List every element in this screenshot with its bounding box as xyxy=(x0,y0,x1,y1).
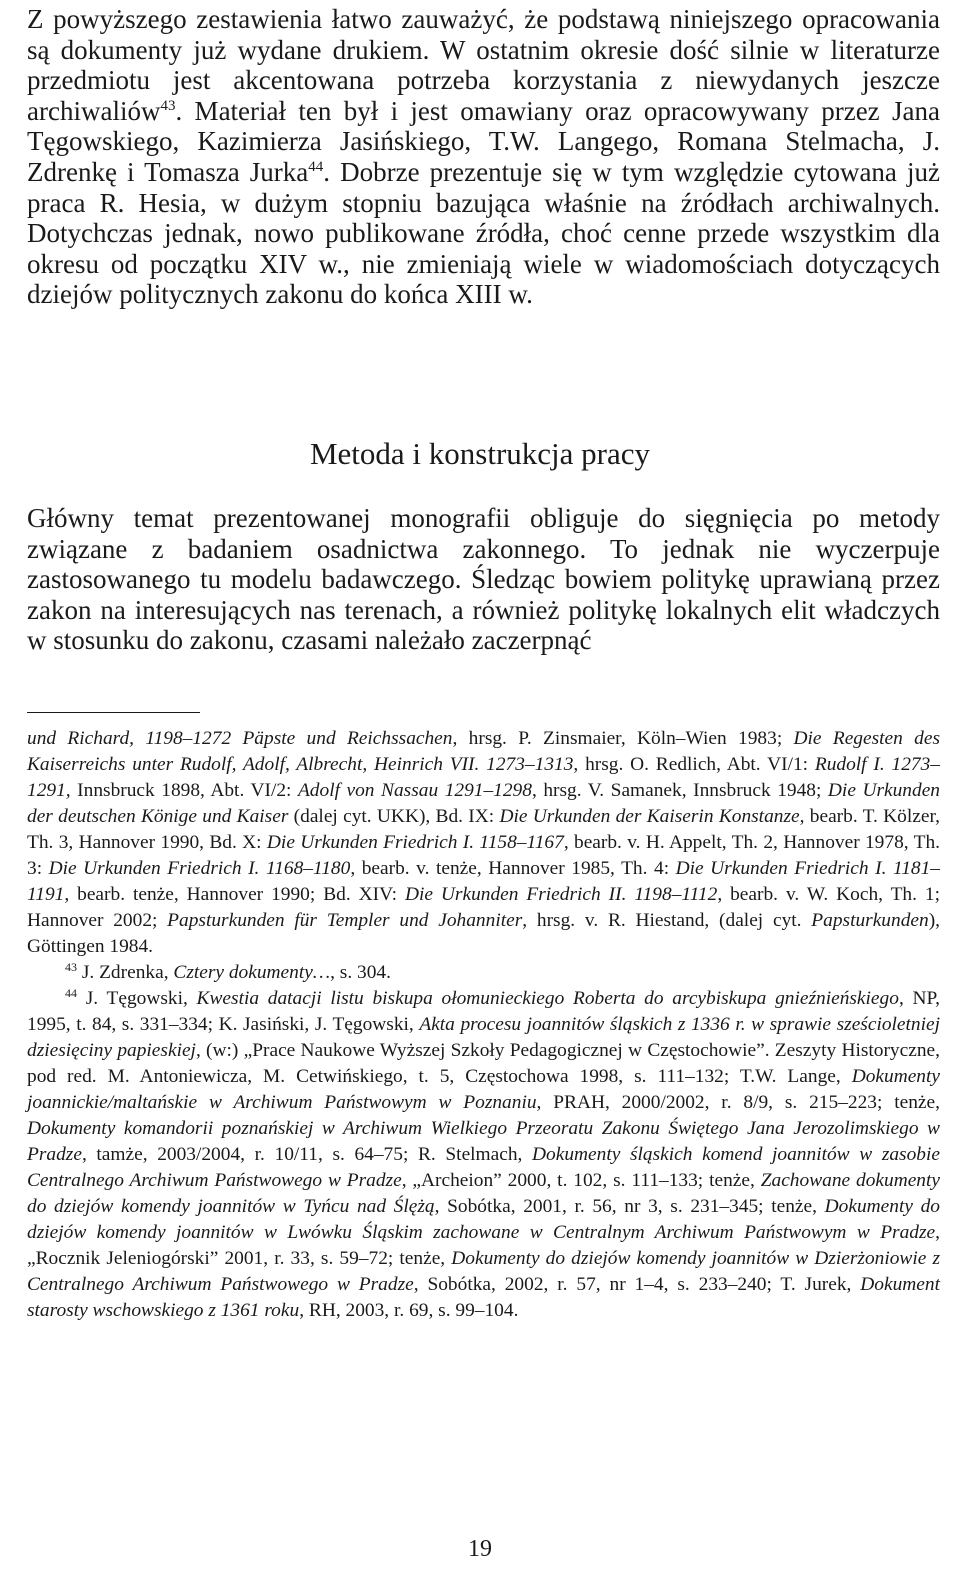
paragraph-text: . Dobrze prezentuje się w tym względzie cytowana już praca R. Hesia, w dużym stopniu bazująca właśnie na źródłach archiwalnych. Dotychczas jednak, nowo publikowane źródła, choć cenne przede wszystkim dla okresu od początku XIV w., nie zmieniają wiele w wiadomościach dotyczących dziejów politycznych zakonu do końca XIII w. xyxy=(27,156,940,310)
footnote-number: 43 xyxy=(65,960,77,974)
footnotes xyxy=(27,726,940,1324)
footnote-ref-43[interactable]: 43 xyxy=(160,97,176,114)
paragraph-text: . Materiał ten był i jest omawiany oraz opracowywany przez Jana Tęgowskiego, Kazimierza Jasińskiego, T.W. Langego, Romana Stelmacha, J. Zdrenkę i Tomasza Jurka xyxy=(27,95,940,187)
page-number: 19 xyxy=(468,1536,492,1562)
paragraph-text: Z powyższego zestawienia łatwo zauważyć, że podstawą niniejszego opracowania są dokumenty już wydane drukiem. W ostatnim okresie dość silnie w literaturze przedmiotu jest akcentowana potrzeba korzystania z niewydanych jeszcze archiwaliów xyxy=(27,4,940,126)
footnote-number: 44 xyxy=(65,986,77,1000)
body-paragraph: Główny temat prezentowanej monografii obliguje do sięgnięcia po metody związane z badaniem osadnictwa zakonnego. To jednak nie wyczerpuje zastosowanego tu modelu badawczego. Śledząc bowiem politykę uprawianą przez zakon na interesujących nas terenach, a również politykę lokalnych elit władczych w stosunku do zakonu, czasami należało zaczerpnąć xyxy=(27,503,940,656)
footnote-divider xyxy=(27,712,200,713)
body-paragraph xyxy=(27,4,940,310)
section-heading: Metoda i konstrukcja pracy xyxy=(309,436,651,471)
footnote-continued: und Richard, 1198–1272 Päpste und Reichssachen, hrsg. P. Zinsmaier, Köln–Wien 1983; Die Regesten des Kaiserreichs unter Rudolf, Adolf, Albrecht, Heinrich VII. 1273–1313, hrsg. O. Redlich, Abt. VI/1: Rudolf I. 1273–1291, Innsbruck 1898, Abt. VI/2: Adolf von Nassau 1291–1298, hrsg. V. Samanek, Innsbruck 1948; Die Urkunden der deutschen Könige und Kaiser (dalej cyt. UKK), Bd. IX: Die Urkunden der Kaiserin Konstanze, bearb. T. Kölzer, Th. 3, Hannover 1990, Bd. X: Die Urkunden Friedrich I. 1158–1167, bearb. v. H. Appelt, Th. 2, Hannover 1978, Th. 3: Die Urkunden Friedrich I. 1168–1180, bearb. v. tenże, Hannover 1985, Th. 4: Die Urkunden Friedrich I. 1181–1191, bearb. tenże, Hannover 1990; Bd. XIV: Die Urkunden Friedrich II. 1198–1112, bearb. v. W. Koch, Th. 1; Hannover 2002; Papsturkunden für Templer und Johanniter, hrsg. v. R. Hiestand, (dalej cyt. Papsturkunden), Göttingen 1984. xyxy=(27,728,941,957)
footnote-ref-44[interactable]: 44 xyxy=(308,158,324,175)
footnote-43: $^{43}$ J. Zdrenka, Cztery dokumenty…, s. 304. xyxy=(65,960,391,983)
footnote-44: $^{44}$ J. Tęgowski, Kwestia datacji listu biskupa ołomunieckiego Roberta do arcybiskupa gnieźnieńskiego, NP, 1995, t. 84, s. 331–334; K. Jasiński, J. Tęgowski, Akta procesu joannitów śląskich z 1336 r. w sprawie sześcioletniej dziesięciny papieskiej, (w:) „Prace Naukowe Wyższej Szkoły Pedagogicznej w Częstochowie”. Zeszyty Historyczne, pod red. M. Antoniewicza, M. Cetwińskiego, t. 5, Częstochowa 1998, s. 111–132; T.W. Lange, Dokumenty joannickie/maltańskie w Archiwum Państwowym w Poznaniu, PRAH, 2000/2002, r. 8/9, s. 215–223; tenże, Dokumenty komandorii poznańskiej w Archiwum Wielkiego Przeoratu Zakonu Świętego Jana Jerozolimskiego w Pradze, tamże, 2003/2004, r. 10/11, s. 64–75; R. Stelmach, Dokumenty śląskich komend joannitów w zasobie Centralnego Archiwum Państwowego w Pradze, „Archeion” 2000, t. 102, s. 111–133; tenże, Zachowane dokumenty do dziejów komendy joannitów w Tyńcu nad Ślężą, Sobótka, 2001, r. 56, nr 3, s. 231–345; tenże, Dokumenty do dziejów komendy joannitów w Lwówku Śląskim zachowane w Centralnym Archiwum Państwowym w Pradze, „Rocznik Jeleniogórski” 2001, r. 33, s. 59–72; tenże, Dokumenty do dziejów komendy joannitów w Dzierżoniowie z Centralnego Archiwum Państwowego w Pradze, Sobótka, 2002, r. 57, nr 1–4, s. 233–240; T. Jurek, Dokument starosty wschowskiego z 1361 roku, RH, 2003, r. 69, s. 99–104. xyxy=(27,986,941,1321)
